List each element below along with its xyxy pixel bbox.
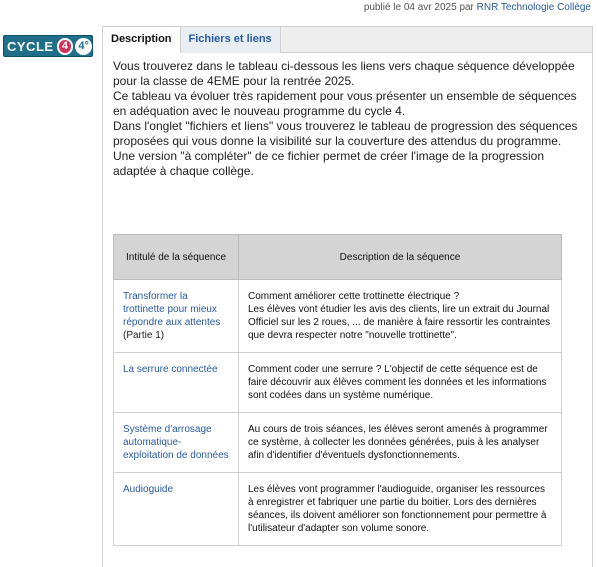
sequence-link[interactable]: Transformer la trottinette pour mieux répondre aux attentes: [123, 291, 221, 328]
intro-paragraph: Dans l'onglet "fichiers et liens" vous trouverez le tableau de progression des séquences proposées qui vous donne la visibilité sur la couverture des attendus du programme.: [113, 119, 578, 148]
logo-badge-4: 4: [57, 38, 74, 55]
tab-bar: [103, 27, 592, 53]
sequence-link[interactable]: La serrure connectée: [123, 364, 218, 375]
intro-paragraph: Une version "à compléter" de ce fichier permet de créer l'image de la progression adaptée à chaque collège.: [113, 149, 545, 178]
table-row: [114, 353, 562, 413]
sequence-table: [113, 234, 562, 546]
sequence-title-cell: [114, 280, 239, 353]
table-header-row: [114, 235, 562, 280]
table-row: [114, 473, 562, 546]
header-description: Description de la séquence: [239, 235, 562, 280]
logo-badge-4th: 4°: [75, 38, 92, 55]
sequence-link[interactable]: Audioguide: [123, 484, 174, 495]
table-row: [114, 413, 562, 473]
intro-paragraph: Ce tableau va évoluer très rapidement pour vous présenter un ensemble de séquences en adéquation avec le nouveau programme du cycle 4.: [113, 89, 577, 118]
tab-description[interactable]: Description: [103, 27, 181, 53]
author-link[interactable]: RNR Technologie Collège: [476, 2, 591, 13]
sequence-title-cell: [114, 353, 239, 413]
publish-prefix: publié le 04 avr 2025 par: [363, 2, 474, 13]
table-row: [114, 280, 562, 353]
content-panel: [102, 26, 593, 567]
intro-text: [113, 59, 583, 179]
publish-info: [364, 2, 591, 13]
intro-paragraph: Vous trouverez dans le tableau ci-dessous les liens vers chaque séquence développée pour la classe de 4EME pour la rentrée 2025.: [113, 59, 575, 88]
logo-word: CYCLE: [7, 38, 54, 54]
sequence-title-cell: [114, 473, 239, 546]
sequence-title-cell: [114, 413, 239, 473]
sequence-link[interactable]: Système d'arrosage automatique-exploitation de données: [123, 424, 229, 461]
sequence-desc-cell: Comment coder une serrure ? L'objectif de cette séquence est de faire découvrir aux élèves comment les données et les informations sont codées dans un système numérique.: [239, 353, 562, 413]
cycle4-logo[interactable]: [3, 35, 93, 57]
sequence-suffix: (Partie 1): [123, 330, 165, 341]
sequence-desc-cell: Les élèves vont programmer l'audioguide, organiser les ressources à enregistrer et fabriquer une partie du boitier. Lors des dernières séances, ils doivent améliorer son fonctionnement pour permettre à l'utilisateur d'adapter son volume sonore.: [239, 473, 562, 546]
header-title: Intitulé de la séquence: [114, 235, 239, 280]
sequence-desc-cell: Au cours de trois séances, les élèves seront amenés à programmer ce système, à collecter les données générées, puis à les analyser afin d'identifier d'éventuels dysfonctionnements.: [239, 413, 562, 473]
sequence-desc-cell: Comment améliorer cette trottinette électrique ? Les élèves vont étudier les avis des clients, lire un extrait du Journal Officiel sur les 2 roues, ... de manière à faire ressortir les contraintes que devra respecter notre "nouvelle trottinette".: [239, 280, 562, 353]
tab-fichiers-et-liens[interactable]: Fichiers et liens: [181, 27, 281, 53]
